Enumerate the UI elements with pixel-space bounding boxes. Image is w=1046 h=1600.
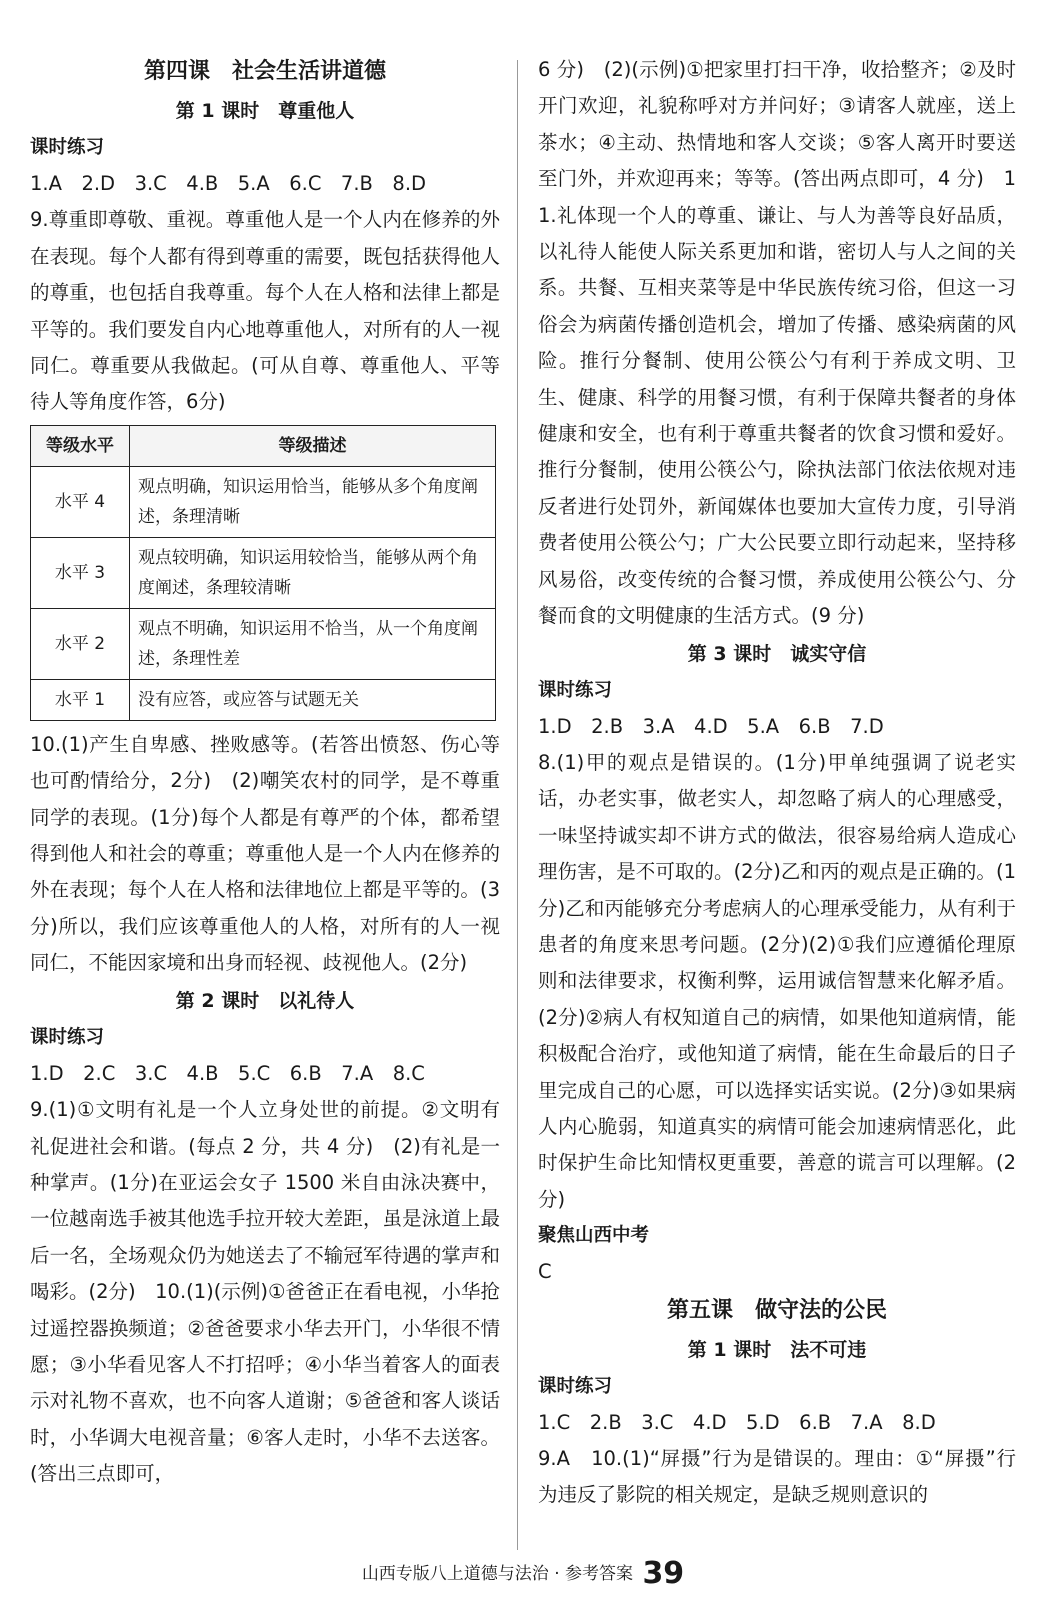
table-row <box>31 679 496 720</box>
table-cell-desc: 观点不明确，知识运用不恰当，从一个角度阐述，条理性差 <box>130 608 496 679</box>
answer-paragraph: 9.A 10.(1)“屏摄”行为是错误的。理由：①“屏摄”行为违反了影院的相关规定，是缺乏规则意识的 <box>538 1447 1016 1507</box>
choice-answers: 1.C 2.B 3.C 4.D 5.D 6.B 7.A 8.D <box>538 1410 936 1434</box>
period-title: 第 1 课时 法不可违 <box>687 1338 867 1361</box>
section-heading: 课时练习 <box>538 1375 613 1397</box>
section-heading: 聚焦山西中考 <box>538 1225 650 1247</box>
lesson-title: 第五课 做守法的公民 <box>666 1297 887 1323</box>
page-number: 39 <box>642 1556 685 1591</box>
column-divider <box>517 60 518 1550</box>
table-row <box>31 608 496 679</box>
choice-answers: 1.D 2.C 3.C 4.B 5.C 6.B 7.A 8.C <box>30 1061 425 1085</box>
left-column <box>30 52 500 1493</box>
period-title: 第 2 课时 以礼待人 <box>175 989 355 1012</box>
table-row <box>31 537 496 608</box>
table-cell-level: 水平 1 <box>31 679 130 720</box>
table-cell-desc: 没有应答，或应答与试题无关 <box>130 679 496 720</box>
right-column <box>538 52 1016 1514</box>
period-title: 第 1 课时 尊重他人 <box>175 100 355 122</box>
table-cell-desc: 观点较明确，知识运用较恰当，能够从两个角度阐述，条理较清晰 <box>130 537 496 608</box>
table-cell-level: 水平 4 <box>31 466 130 537</box>
section-heading: 课时练习 <box>538 679 613 701</box>
footer-label: 山西专版八上道德与法治 · 参考答案 <box>361 1564 634 1584</box>
choice-answers: 1.A 2.D 3.C 4.B 5.A 6.C 7.B 8.D <box>30 172 427 195</box>
period-title: 第 3 课时 诚实守信 <box>687 642 867 665</box>
focus-answer: C <box>538 1260 552 1284</box>
table-cell-level: 水平 3 <box>31 537 130 608</box>
section-heading: 课时练习 <box>30 1026 105 1048</box>
answer-paragraph: 6 分) (2)(示例)①把家里打扫干净，收拾整齐；②及时开门欢迎，礼貌称呼对方并问好；③请客人就座，送上茶水；④主动、热情地和客人交谈；⑤客人离开时要送至门外，并欢迎再来；等等。(答出两点即可，4 分) 11.礼体现一个人的尊重、谦让、与人为善等良好品质，以礼待人能使人际关系更加和谐，密切人与人之间的关系。共餐、互相夹菜等是中华民族传统习俗，但这一习俗会为病菌传播创造机会，增加了传播、感染病菌的风险。推行分餐制、使用公筷公勺有利于养成文明、卫生、健康、科学的用餐习惯，有利于保障共餐者的身体健康和安全，也有利于尊重共餐者的饮食习惯和爱好。推行分餐制，使用公筷公勺，除执法部门依法依规对违反者进行处罚外，新闻媒体也要加大宣传力度，引导消费者使用公筷公勺；广大公民要立即行动起来，坚持移风易俗，改变传统的合餐习惯，养成使用公筷公勺、分餐而食的文明健康的生活方式。(9 分) <box>538 58 1016 628</box>
table-header-row <box>31 425 496 466</box>
answer-paragraph: 9.(1)①文明有礼是一个人立身处世的前提。②文明有礼促进社会和谐。(每点 2 分，共 4 分) (2)有礼是一种掌声。(1分)在亚运会女子 1500 米自由泳决赛中，一位越南选手被其他选手拉开较大差距，虽是泳道上最后一名，全场观众仍为她送去了不输冠军待遇的掌声和喝彩。(2分) 10.(1)(示例)①爸爸正在看电视，小华抢过遥控器换频道；②爸爸要求小华去开门，小华很不情愿；③小华看见客人不打招呼；④小华当着客人的面表示对礼物不喜欢，也不向客人道谢；⑤爸爸和客人谈话时，小华调大电视音量；⑥客人走时，小华不去送客。(答出三点即可， <box>30 1098 500 1486</box>
table-row <box>31 466 496 537</box>
answer-paragraph: 9.尊重即尊敬、重视。尊重他人是一个人内在修养的外在表现。每个人都有得到尊重的需要，既包括获得他人的尊重，也包括自我尊重。每个人在人格和法律上都是平等的。我们要发自内心地尊重他人，对所有的人一视同仁。尊重要从我做起。(可从自尊、尊重他人、平等待人等角度作答，6分) <box>30 208 500 414</box>
answer-paragraph: 10.(1)产生自卑感、挫败感等。(若答出愤怒、伤心等也可酌情给分，2分) (2)嘲笑农村的同学，是不尊重同学的表现。(1分)每个人都是有尊严的个体，都希望得到他人和社会的尊重；尊重他人是一个人内在修养的外在表现；每个人在人格和法律地位上都是平等的。(3分)所以，我们应该尊重他人的人格，对所有的人一视同仁，不能因家境和出身而轻视、歧视他人。(2分) <box>30 732 500 975</box>
answer-paragraph: 8.(1)甲的观点是错误的。(1分)甲单纯强调了说老实话，办老实事，做老实人，却忽略了病人的心理感受，一味坚持诚实却不讲方式的做法，很容易给病人造成心理伤害，是不可取的。(2分)乙和丙的观点是正确的。(1分)乙和丙能够充分考虑病人的心理承受能力，从有利于患者的角度来思考问题。(2分)(2)①我们应遵循伦理原则和法律要求，权衡利弊，运用诚信智慧来化解矛盾。(2分)②病人有权知道自己的病情，如果他知道病情，能积极配合治疗，或他知道了病情，能在生命最后的日子里完成自己的心愿，可以选择实话实说。(2分)③如果病人内心脆弱，知道真实的病情可能会加速病情恶化，此时保护生命比知情权更重要，善意的谎言可以理解。(2分) <box>538 750 1016 1211</box>
lesson-title: 第四课 社会生活讲道德 <box>143 59 386 84</box>
table-cell-desc: 观点明确，知识运用恰当，能够从多个角度阐述，条理清晰 <box>130 466 496 537</box>
table-header-level: 等级水平 <box>31 425 130 466</box>
section-heading: 课时练习 <box>30 137 105 158</box>
grading-table <box>30 425 496 721</box>
page-footer <box>0 1556 1046 1591</box>
table-cell-level: 水平 2 <box>31 608 130 679</box>
choice-answers: 1.D 2.B 3.A 4.D 5.A 6.B 7.D <box>538 714 884 738</box>
table-header-desc: 等级描述 <box>130 425 496 466</box>
